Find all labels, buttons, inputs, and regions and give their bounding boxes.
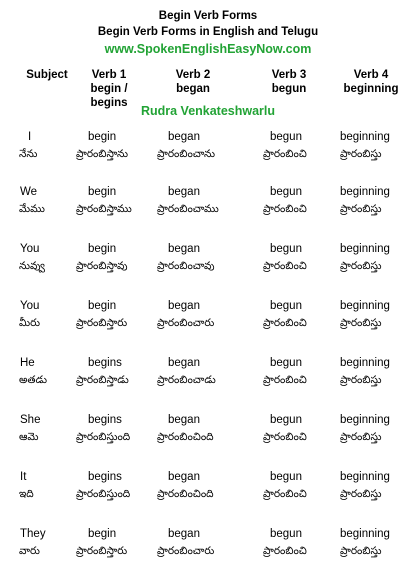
column-header-verb2-line2: began	[176, 83, 210, 95]
subject-telugu: వారు	[19, 545, 40, 557]
verb1-telugu: ప్రారంబిస్తాము	[76, 203, 132, 215]
verb2-english: began	[168, 528, 200, 540]
column-header-verb3-line2: begun	[271, 83, 307, 95]
verb1-english: begin	[88, 243, 117, 255]
verb2-english: began	[168, 186, 200, 198]
verb2-english: began	[168, 243, 200, 255]
subject-english: He	[20, 357, 35, 369]
subject-english: They	[20, 528, 46, 540]
verb4-english: beginning	[340, 243, 390, 255]
verb3-english: begun	[270, 414, 302, 426]
verb3-telugu: ప్రారంబించి	[263, 431, 307, 443]
subject-english: You	[20, 300, 40, 312]
subject-english: She	[20, 414, 41, 426]
verb1-english: begin	[88, 300, 117, 312]
subject-telugu: ఇది	[19, 488, 34, 500]
subject-telugu: ఆమె	[19, 431, 39, 443]
subject-english: I	[28, 131, 32, 143]
verb3-telugu: ప్రారంబించి	[263, 148, 307, 160]
verb2-english: began	[168, 414, 200, 426]
column-header-subject-label: Subject	[26, 69, 68, 81]
verb4-telugu: ప్రారంబిస్తు	[340, 374, 382, 386]
verb3-english: begun	[270, 300, 302, 312]
verb2-telugu: ప్రారంబించావు	[157, 260, 215, 272]
verb3-telugu: ప్రారంబించి	[263, 203, 307, 215]
verb4-english: beginning	[340, 471, 390, 483]
verb3-english: begun	[270, 471, 302, 483]
verb2-english: began	[168, 300, 200, 312]
subject-telugu: అతడు	[19, 374, 47, 386]
subject-telugu: నేను	[19, 148, 38, 160]
verb3-english: begun	[270, 528, 302, 540]
verb4-telugu: ప్రారంబిస్తు	[340, 260, 382, 272]
page-title: Begin Verb Forms	[158, 10, 258, 22]
verb4-english: beginning	[340, 528, 390, 540]
verb3-english: begun	[270, 243, 302, 255]
verb2-telugu: ప్రారంబించాడు	[157, 374, 216, 386]
subject-english: It	[20, 471, 27, 483]
verb4-english: beginning	[340, 131, 390, 143]
verb1-telugu: ప్రారంబిస్తుంది	[76, 488, 131, 500]
verb2-telugu: ప్రారంబించారు	[157, 317, 215, 329]
verb4-telugu: ప్రారంబిస్తు	[340, 545, 382, 557]
verb1-telugu: ప్రారంబిస్తారు	[76, 545, 128, 557]
column-header-verb1-line3: begins	[90, 97, 128, 109]
verb3-english: begun	[270, 131, 302, 143]
column-header-verb2	[166, 68, 220, 96]
verb3-telugu: ప్రారంబించి	[263, 545, 307, 557]
subject-telugu: మీరు	[19, 317, 40, 329]
verb3-telugu: ప్రారంబించి	[263, 374, 307, 386]
column-header-verb1-line1: Verb 1	[91, 69, 127, 81]
verb1-telugu: ప్రారంబిస్తుంది	[76, 431, 131, 443]
verb1-english: begins	[88, 357, 122, 369]
verb4-telugu: ప్రారంబిస్తు	[340, 488, 382, 500]
verb2-english: began	[168, 131, 200, 143]
subject-telugu: నువ్వు	[19, 260, 45, 272]
column-header-verb1-line2: begin /	[90, 83, 128, 95]
verb4-telugu: ప్రారంబిస్తు	[340, 203, 382, 215]
verb1-telugu: ప్రారంబిస్తారు	[76, 317, 128, 329]
verb2-telugu: ప్రారంబించింది	[157, 488, 214, 500]
column-header-verb4-line2: beginning	[343, 83, 399, 95]
verb3-english: begun	[270, 357, 302, 369]
column-header-verb2-line1: Verb 2	[175, 69, 211, 81]
column-header-verb4	[336, 68, 406, 96]
page-subtitle: Begin Verb Forms in English and Telugu	[97, 26, 319, 38]
verb4-english: beginning	[340, 300, 390, 312]
verb1-english: begin	[88, 186, 117, 198]
verb2-english: began	[168, 471, 200, 483]
column-header-subject	[22, 68, 72, 82]
column-header-verb3	[262, 68, 316, 96]
verb2-english: began	[168, 357, 200, 369]
author-name: Rudra Venkateshwarlu	[140, 104, 276, 118]
verb1-telugu: ప్రారంబిస్తాను	[76, 148, 128, 160]
verb3-english: begun	[270, 186, 302, 198]
verb1-english: begin	[88, 528, 117, 540]
verb2-telugu: ప్రారంబించాను	[157, 148, 216, 160]
verb1-telugu: ప్రారంబిస్తాడు	[76, 374, 129, 386]
verb3-telugu: ప్రారంబించి	[263, 260, 307, 272]
subject-english: You	[20, 243, 40, 255]
subject-telugu: మేము	[19, 203, 45, 215]
subject-english: We	[20, 186, 38, 198]
verb2-telugu: ప్రారంబించాము	[157, 203, 219, 215]
verb4-english: beginning	[340, 186, 390, 198]
verb2-telugu: ప్రారంబించారు	[157, 545, 215, 557]
verb3-telugu: ప్రారంబించి	[263, 488, 307, 500]
verb1-telugu: ప్రారంబిస్తావు	[76, 260, 128, 272]
verb1-english: begin	[88, 131, 117, 143]
verb4-telugu: ప్రారంబిస్తు	[340, 317, 382, 329]
verb4-telugu: ప్రారంబిస్తు	[340, 431, 382, 443]
verb4-english: beginning	[340, 357, 390, 369]
verb2-telugu: ప్రారంబించింది	[157, 431, 214, 443]
verb4-telugu: ప్రారంబిస్తు	[340, 148, 382, 160]
column-header-verb3-line1: Verb 3	[271, 69, 307, 81]
verb4-english: beginning	[340, 414, 390, 426]
column-header-verb4-line1: Verb 4	[353, 69, 389, 81]
verb1-english: begins	[88, 471, 122, 483]
verb1-english: begins	[88, 414, 122, 426]
website-link[interactable]: www.SpokenEnglishEasyNow.com	[104, 42, 312, 56]
verb3-telugu: ప్రారంబించి	[263, 317, 307, 329]
